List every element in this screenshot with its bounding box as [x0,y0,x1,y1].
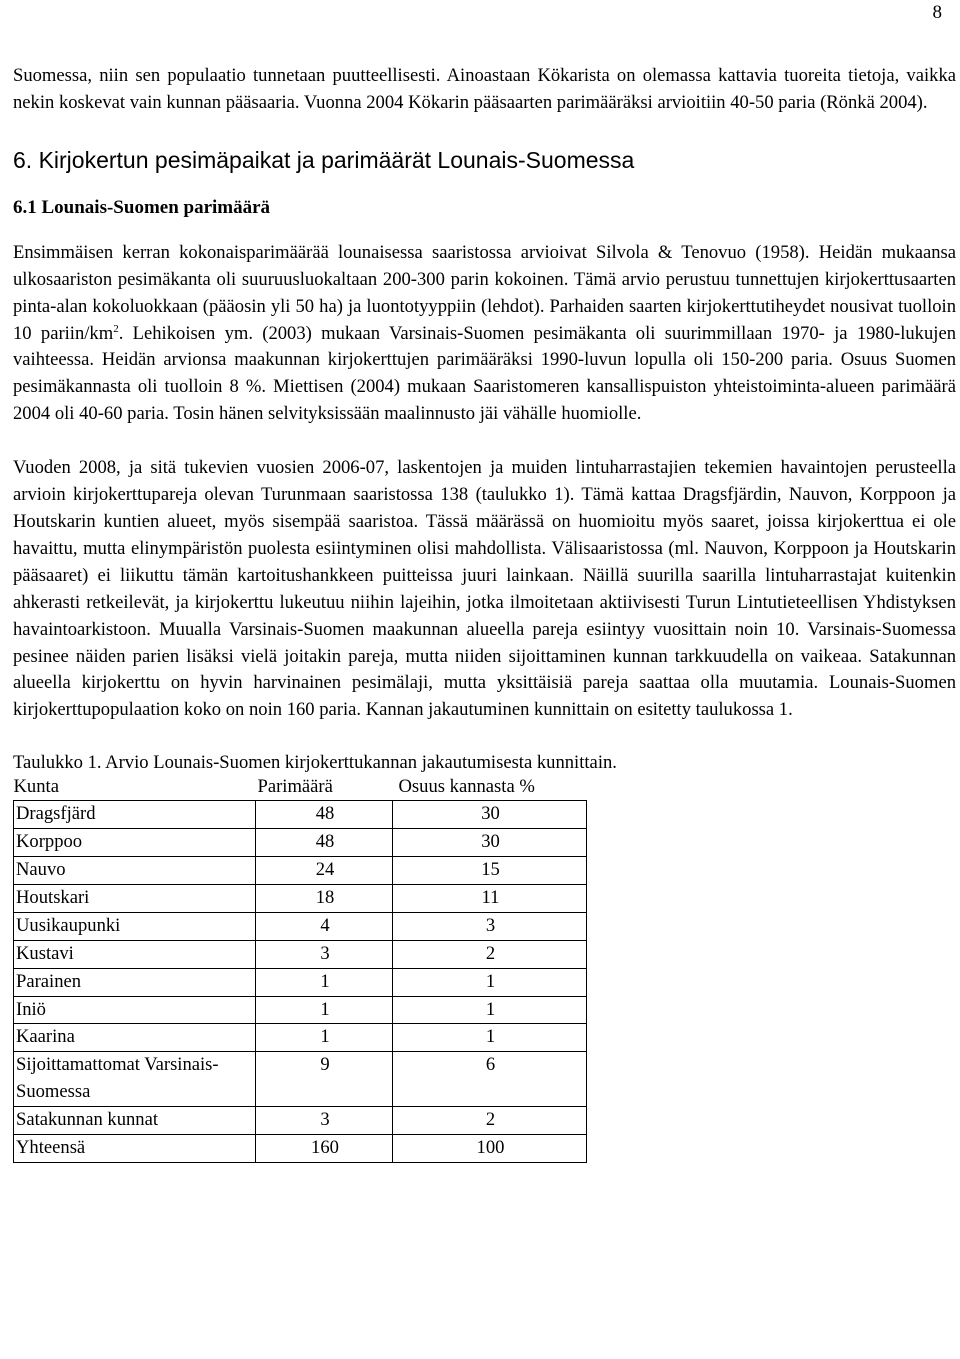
cell-osuus: 30 [393,801,587,829]
header-kunta: Kunta [14,776,256,801]
cell-parimaara: 3 [256,1107,393,1135]
cell-parimaara: 24 [256,857,393,885]
intro-paragraph: Suomessa, niin sen populaatio tunnetaan puutteellisesti. Ainoastaan Kökarista on olemassa kattavia tuoreita tietoja, vaikka nekin koskevat vain kunnan pääsaaria. Vuonna 2004 Kökarin pääsaarten parimääräksi arvioitiin 40-50 paria (Rönkä 2004). [13,65,956,113]
cell-parimaara: 1 [256,968,393,996]
cell-kunta: Korppoo [14,829,256,857]
paragraph-1 [13,240,956,428]
cell-osuus: 6 [393,1052,587,1107]
table-header-row [14,776,587,801]
table-row [14,940,587,968]
cell-kunta: Kaarina [14,1024,256,1052]
header-osuus: Osuus kannasta % [393,776,587,801]
cell-parimaara: 48 [256,829,393,857]
page-number: 8 [932,2,942,23]
table-row [14,1052,587,1107]
cell-kunta: Nauvo [14,857,256,885]
cell-parimaara: 1 [256,996,393,1024]
cell-osuus: 100 [393,1135,587,1163]
cell-kunta: Parainen [14,968,256,996]
paragraph-1-part2: . Lehikoisen ym. (2003) mukaan Varsinais-Suomen pesimäkanta oli suurimmillaan 1970- ja 1980-lukujen vaihteessa. Heidän arvionsa maakunnan kirjokerttujen parimääräksi 1990-luvun lopulla oli 150-200 paria. Osuus Suomen pesimäkannasta oli tuolloin 8 %. Miettisen (2004) mukaan Saaristomeren kansallispuiston yhteistoiminta-alueen parimäärä 2004 oli 40-60 paria. Tosin hänen selvityksissään maalinnusto jäi vähälle huomiolle. [13,322,956,425]
table-row [14,884,587,912]
table-row [14,1135,587,1163]
cell-osuus: 1 [393,968,587,996]
cell-osuus: 11 [393,884,587,912]
cell-parimaara: 4 [256,912,393,940]
cell-parimaara: 48 [256,801,393,829]
cell-osuus: 1 [393,996,587,1024]
cell-kunta: Iniö [14,996,256,1024]
cell-kunta: Houtskari [14,884,256,912]
section-heading: 6. Kirjokertun pesimäpaikat ja parimäärät Lounais-Suomessa [13,146,635,173]
table-row [14,857,587,885]
table-row [14,1107,587,1135]
table-row [14,801,587,829]
cell-osuus: 3 [393,912,587,940]
cell-kunta: Yhteensä [14,1135,256,1163]
cell-osuus: 2 [393,940,587,968]
cell-kunta: Kustavi [14,940,256,968]
cell-parimaara: 1 [256,1024,393,1052]
table-caption: Taulukko 1. Arvio Lounais-Suomen kirjokerttukannan jakautumisesta kunnittain. [13,752,617,774]
cell-osuus: 2 [393,1107,587,1135]
cell-parimaara: 3 [256,940,393,968]
cell-kunta: Satakunnan kunnat [14,1107,256,1135]
table-row [14,1024,587,1052]
cell-parimaara: 160 [256,1135,393,1163]
cell-kunta: Sijoittamattomat Varsinais-Suomessa [14,1052,256,1107]
table-row [14,912,587,940]
cell-parimaara: 9 [256,1052,393,1107]
paragraph-2: Vuoden 2008, ja sitä tukevien vuosien 2006-07, laskentojen ja muiden lintuharrastajien tekemien havaintojen perusteella arvioin kirjokerttupareja olevan Turunmaan saaristossa 138 (taulukko 1). Tämä kattaa Dragsfjärdin, Nauvon, Korppoon ja Houtskarin kuntien alueet, myös sisempää saaristoa. Tässä määrässä on huomioitu myös saaret, joissa kirjokerttua ei ole havaittu, mutta elinympäristön puolesta esiintyminen olisi mahdollista. Välisaaristossa (ml. Nauvon, Korppoon ja Houtskarin pääsaaret) ei liikuttu tämän kartoitushankkeen puitteissa juuri lainkaan. Näillä suurilla saarilla lintuharrastajat kuitenkin ahkerasti retkeilevät, ja kirjokerttu lukeutuu niihin lajeihin, jotka ilmoitetaan aktiivisesti Turun Lintutieteellisen Yhdistyksen havaintoarkistoon. Muualla Varsinais-Suomen maakunnan alueella pareja esiintyy vuosittain noin 10. Varsinais-Suomessa pesinee näiden parien lisäksi vielä joitakin pareja, mutta niiden sijoittaminen kunnan tarkkuudella on vaikeaa. Satakunnan alueella kirjokerttu on hyvin harvinainen pesimälaji, mutta yksittäisiä pareja saattaa olla muutamia. Lounais-Suomen kirjokerttupopulaation koko on noin 160 paria. Kannan jakautuminen kunnittain on esitetty taulukossa 1. [13,457,956,721]
document-body [13,63,956,1163]
table-row [14,996,587,1024]
header-parimaara: Parimäärä [256,776,393,801]
paragraph-1-part1: Ensimmäisen kerran kokonaisparimäärää lounaisessa saaristossa arvioivat Silvola & Tenovuo (1958). Heidän mukaansa ulkosaariston pesimäkanta oli suuruusluokaltaan 200-300 parin kokoinen. Tämä arvio perustuu tunnettujen kirjokerttusaarten pinta-alan kokoluokkaan (pääosin yli 50 ha) ja luontotyyppiin (lehdot). Parhaiden saarten kirjokerttutiheydet nousivat tuolloin 10 pariin/km [13,241,956,344]
cell-osuus: 15 [393,857,587,885]
table-row [14,968,587,996]
cell-osuus: 1 [393,1024,587,1052]
cell-osuus: 30 [393,829,587,857]
cell-parimaara: 18 [256,884,393,912]
table-row [14,829,587,857]
population-table [13,776,587,1163]
subsection-heading: 6.1 Lounais-Suomen parimäärä [13,196,271,218]
cell-kunta: Uusikaupunki [14,912,256,940]
superscript: 2 [113,322,119,335]
cell-kunta: Dragsfjärd [14,801,256,829]
